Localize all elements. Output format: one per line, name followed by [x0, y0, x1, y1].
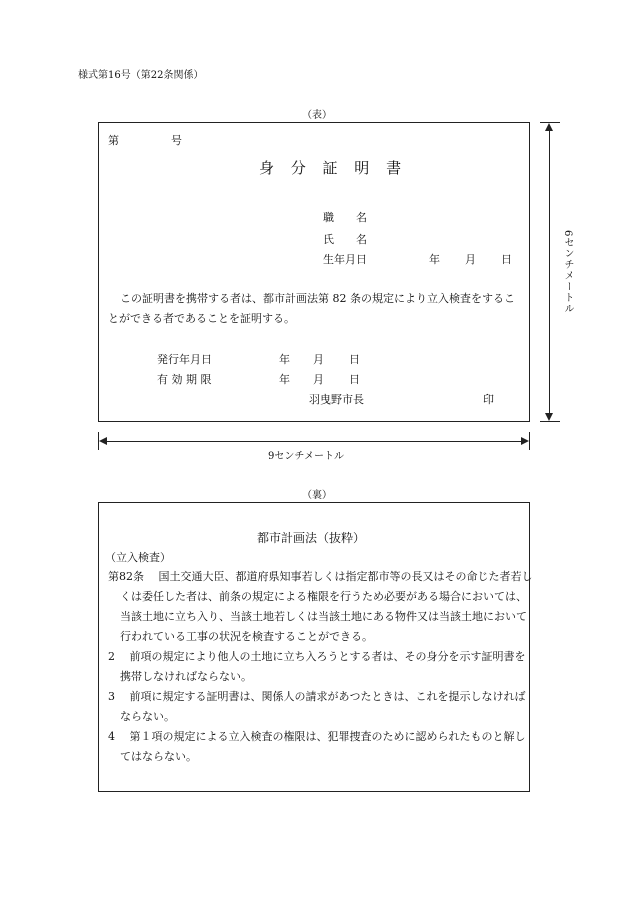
validity-year: 年: [279, 373, 290, 386]
validity-day: 日: [349, 373, 360, 386]
field-job: 職 名: [323, 211, 367, 224]
number-go: 号: [171, 134, 182, 147]
validity-label: 有 効 期 限: [157, 373, 212, 386]
height-dimension-line: [549, 126, 550, 418]
birth-day: 日: [501, 253, 512, 266]
issue-year: 年: [279, 353, 290, 366]
article-paragraph-4: 4 第１項の規定による立入検査の権限は、犯罪捜査のために認められたものと解してはならない。: [108, 730, 526, 763]
back-heading: （裏）: [302, 490, 332, 501]
arrow-down-icon: [545, 413, 553, 421]
birth-year: 年: [429, 253, 440, 266]
section-heading: （立入検査）: [105, 551, 171, 564]
number-dai: 第: [108, 134, 119, 147]
certificate-title: 身 分 証 明 書: [259, 159, 408, 177]
form-label: 様式第16号（第22条関係）: [78, 70, 204, 81]
width-dimension-line: [102, 441, 526, 442]
validity-month: 月: [313, 373, 324, 386]
certificate-statement: この証明書を携帯する者は、都市計画法第 82 条の規定により立入検査をすることができる者であることを証明する。: [108, 292, 515, 325]
seal-mark: 印: [483, 393, 494, 406]
front-heading: （表）: [302, 110, 332, 121]
height-dimension-bottom-tick: [540, 421, 560, 422]
article-82: 第82条 国土交通大臣、都道府県知事若しくは指定都市等の長又はその命じた者若しくは委任した者は、前条の規定による権限を行うため必要がある場合においては、当該土地に立ち入り、当該土地若しくは当該土地にある物件又は当該土地において行われている工事の状況を検査することができる。: [108, 570, 533, 643]
width-dimension-label: 9センチメートル: [268, 451, 344, 462]
arrow-left-icon: [99, 437, 107, 445]
issue-day: 日: [349, 353, 360, 366]
law-title: 都市計画法（抜粋）: [257, 531, 366, 545]
birth-month: 月: [465, 253, 476, 266]
back-card: [98, 502, 533, 792]
article-paragraph-3: 3 前項に規定する証明書は、関係人の請求があつたときは、これを提示しなければならない。: [108, 690, 526, 723]
front-card: [98, 122, 530, 422]
issue-month: 月: [313, 353, 324, 366]
field-birth: 生年月日: [323, 253, 367, 266]
arrow-up-icon: [545, 123, 553, 131]
arrow-right-icon: [521, 437, 529, 445]
field-name: 氏 名: [323, 233, 367, 246]
issuer: 羽曳野市長: [309, 393, 364, 406]
width-dimension-right-tick: [529, 432, 530, 450]
article-paragraph-2: 2 前項の規定により他人の土地に立ち入ろうとする者は、その身分を示す証明書を携帯しなければならない。: [108, 650, 526, 683]
height-dimension-label: 6センチメートル: [562, 230, 573, 315]
issue-date-label: 発行年月日: [157, 353, 212, 366]
